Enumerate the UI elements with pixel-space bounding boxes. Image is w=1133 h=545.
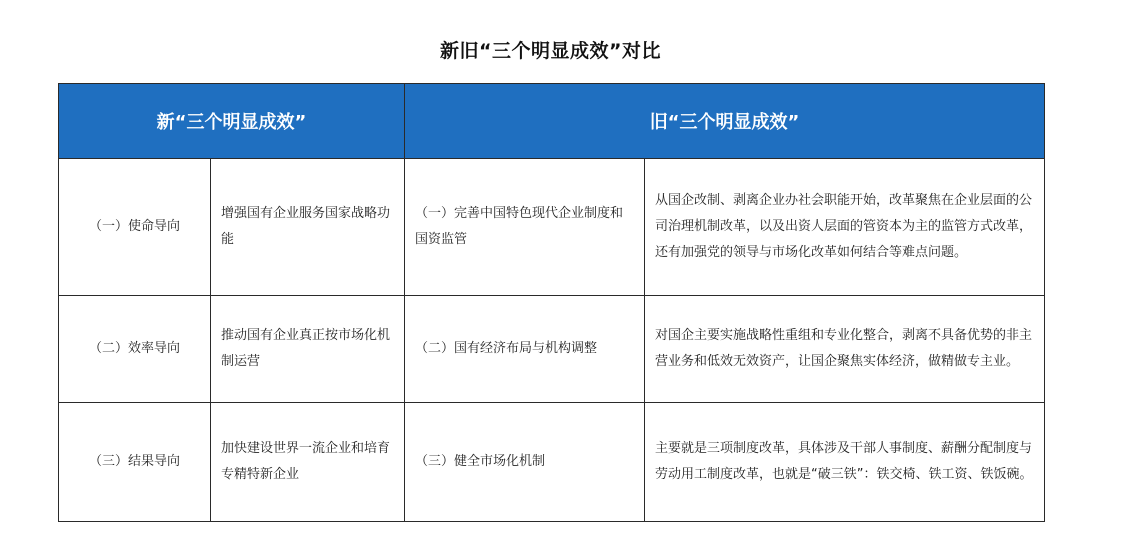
new-label-cell: （二）效率导向 [59, 296, 211, 403]
new-desc-cell: 加快建设世界一流企业和培育专精特新企业 [211, 403, 405, 522]
table-row [59, 403, 1045, 522]
old-desc-cell: 主要就是三项制度改革，具体涉及干部人事制度、薪酬分配制度与劳动用工制度改革，也就是“破三铁”：铁交椅、铁工资、铁饭碗。 [645, 403, 1045, 522]
new-label-cell: （三）结果导向 [59, 403, 211, 522]
old-desc-cell: 从国企改制、剥离企业办社会职能开始，改革聚焦在企业层面的公司治理机制改革，以及出资人层面的管资本为主的监管方式改革，还有加强党的领导与市场化改革如何结合等难点问题。 [645, 159, 1045, 296]
table-row [59, 159, 1045, 296]
page-title: 新旧“三个明显成效”对比 [440, 40, 661, 62]
old-label-cell: （二）国有经济布局与机构调整 [405, 296, 645, 403]
header-new: 新“三个明显成效” [59, 84, 405, 159]
header-old: 旧“三个明显成效” [405, 84, 1045, 159]
old-label-cell: （一）完善中国特色现代企业制度和国资监管 [405, 159, 645, 296]
table-row [59, 296, 1045, 403]
comparison-table [58, 83, 1045, 522]
new-desc-cell: 推动国有企业真正按市场化机制运营 [211, 296, 405, 403]
header-row [59, 84, 1045, 159]
old-desc-cell: 对国企主要实施战略性重组和专业化整合，剥离不具备优势的非主营业务和低效无效资产，让国企聚焦实体经济，做精做专主业。 [645, 296, 1045, 403]
old-label-cell: （三）健全市场化机制 [405, 403, 645, 522]
new-desc-cell: 增强国有企业服务国家战略功能 [211, 159, 405, 296]
new-label-cell: （一）使命导向 [59, 159, 211, 296]
